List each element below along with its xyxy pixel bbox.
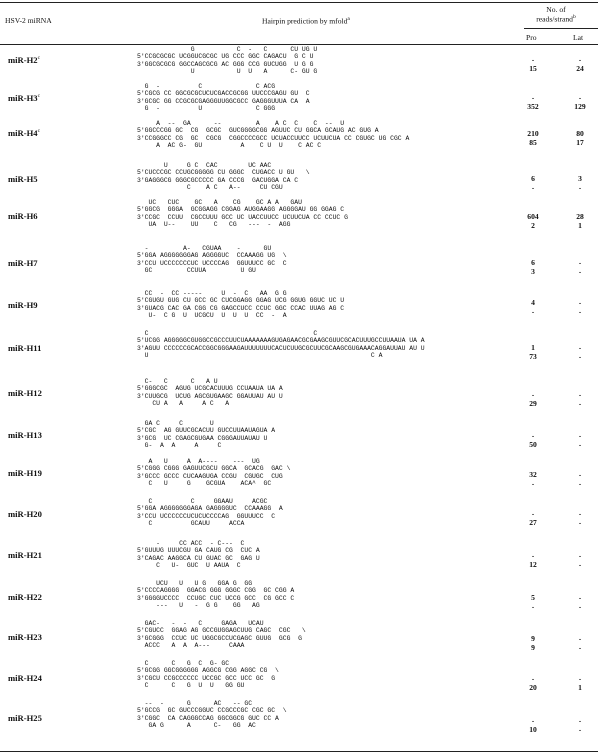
pro-reads	[518, 343, 548, 361]
lat-reads	[565, 55, 595, 73]
mirna-name	[8, 430, 42, 440]
mirna-name	[8, 673, 42, 683]
hairpin-structure	[137, 540, 260, 569]
pro-reads-value: 27	[529, 518, 537, 527]
mirna-name	[8, 713, 42, 723]
pro-reads	[518, 390, 548, 408]
pro-reads-value: 10	[529, 725, 537, 734]
pro-reads	[518, 258, 548, 276]
pro-reads-value: 29	[529, 399, 537, 408]
hairpin-line: 5'CGGG CGGG GAGUUCGCU GGCA GCACG GAC \	[137, 465, 291, 473]
header-reads-sup: b	[572, 14, 576, 21]
top-rule	[0, 2, 598, 3]
hairpin-line: U U U A C- GU G	[137, 67, 318, 75]
hairpin-line: A AC G- GU A C U U C AC C	[137, 141, 322, 149]
lat-reads-value: -	[578, 560, 582, 569]
hairpin-structure	[137, 46, 317, 75]
hairpin-line: 3'CCU UCCCCCCCUC UCCCCAG GGUUUCC GC C	[137, 259, 287, 267]
header-lat-label: Lat	[573, 33, 584, 42]
pro-reads-value: 6	[531, 258, 535, 267]
lat-reads	[565, 174, 595, 192]
hairpin-line: UC CUC GC A CG GC A A GAU	[137, 199, 302, 206]
hairpin-line: ACCC A A A--- CAAA	[137, 641, 245, 649]
lat-reads-value: 3	[578, 174, 582, 183]
mirna-name	[8, 343, 41, 353]
hairpin-structure	[137, 378, 283, 407]
pro-reads-value: 73	[529, 352, 537, 361]
hairpin-line: A -- GA -- A A C C C -- U	[137, 120, 345, 127]
lat-reads	[565, 470, 595, 488]
header-mirna-label: HSV-2 miRNA	[5, 16, 52, 25]
pro-reads-value: -	[531, 93, 535, 102]
pro-reads	[518, 298, 548, 316]
lat-reads-value: -	[578, 479, 582, 488]
hairpin-line: 3'GCGGG CCUC UC UGGCGCCUCGAGC GUUG GCG G	[137, 634, 302, 642]
lat-reads-value: -	[578, 93, 582, 102]
hairpin-line: C GCAUU ACCA	[137, 519, 245, 527]
hairpin-line: 3'GGCGCGCG GGCCAGCGCG AC GGG CCG GUCUGG U G G	[137, 60, 314, 68]
hairpin-line: U- C G U UCGCU U U U CC - A	[137, 311, 287, 319]
lat-reads	[565, 129, 595, 147]
pro-reads	[518, 593, 548, 611]
lat-reads-value: 129	[574, 102, 586, 111]
pro-reads-value: -	[531, 716, 535, 725]
hairpin-line: 5'CGUCC GGAG AG GCCGUGGAGCUUG CAGC CGC \	[137, 627, 306, 635]
header-hairpin-sup: a	[347, 16, 350, 22]
lat-reads	[565, 431, 595, 449]
lat-reads-value: -	[578, 518, 582, 527]
pro-reads	[518, 674, 548, 692]
pro-reads-value: 6	[531, 174, 535, 183]
mirna-name-text: miR-H23	[8, 632, 42, 642]
mirna-name	[8, 174, 38, 184]
mirna-name-text: miR-H13	[8, 430, 42, 440]
hairpin-structure	[137, 120, 409, 149]
header-sub-rule	[524, 28, 598, 29]
mirna-name-text: miR-H6	[8, 211, 38, 221]
lat-reads-value: -	[578, 643, 582, 652]
pro-reads-value: -	[531, 509, 535, 518]
lat-reads-value: 1	[578, 683, 582, 692]
lat-reads	[565, 93, 595, 111]
hairpin-structure	[137, 620, 306, 649]
pro-reads-value: 604	[527, 212, 539, 221]
hairpin-line: C- C C A U	[137, 378, 218, 385]
hairpin-line: 3'CUUGCG UCUG AGCGUGAAGC GGAUUAU AU U	[137, 392, 283, 400]
hairpin-line: -- - G AC -- GC	[137, 700, 253, 707]
mirna-name-text: miR-H12	[8, 388, 42, 398]
hairpin-line: 3'CGCU CCGCCCCCC UCCGC GCC UCC GC G	[137, 674, 276, 682]
lat-reads-value: -	[578, 183, 582, 192]
mirna-name	[8, 258, 38, 268]
mirna-name	[8, 128, 40, 138]
hairpin-line: 5'CCCCAGGGG GGACG GGG GGGC CGG GC CGG A	[137, 587, 295, 595]
hairpin-line: C C G U U GG GU	[137, 681, 245, 689]
hairpin-structure	[137, 162, 310, 191]
pro-reads-value: 352	[527, 102, 539, 111]
mirna-name-text: miR-H7	[8, 258, 38, 268]
hairpin-structure	[137, 660, 279, 689]
lat-reads-value: -	[578, 431, 582, 440]
pro-reads	[518, 634, 548, 652]
pro-reads-value: 9	[531, 643, 535, 652]
pro-reads-value: 20	[529, 683, 537, 692]
hairpin-line: C A C A-- CU CGU	[137, 183, 283, 191]
lat-reads-value: -	[578, 307, 582, 316]
mirna-name	[8, 93, 40, 103]
lat-reads-value: 17	[576, 138, 584, 147]
header-reads	[520, 5, 592, 25]
hairpin-line: 5'CGCG CC GGCGCGCUCUCGACCGCGG UUCCCGAGU GU C	[137, 90, 310, 98]
header-hairpin	[262, 16, 350, 26]
hairpin-structure	[137, 290, 344, 319]
lat-reads-value: 80	[576, 129, 584, 138]
pro-reads-value: 1	[531, 343, 535, 352]
mirna-name	[8, 509, 42, 519]
hairpin-structure	[137, 498, 283, 527]
hairpin-line: 5'CCGCGCGC UCGGUCGCGC UG CCC GGC CAGACU G C U	[137, 53, 314, 61]
lat-reads-value: -	[578, 593, 582, 602]
mirna-name-sup: c	[37, 93, 41, 100]
hairpin-line: 5'CGUGU GUG CU GCC GC CUCGGAGG GGAG UCG GGUG GGUC UC U	[137, 297, 345, 305]
hairpin-structure	[137, 700, 287, 729]
lat-reads-value: -	[578, 440, 582, 449]
hairpin-line: A U A A---- --- UG	[137, 458, 260, 465]
pro-reads-value: -	[531, 479, 535, 488]
hairpin-line: 3'GCCC GCCC CUCAAGUGA CCGU CGUGC CUG	[137, 472, 283, 480]
pro-reads-value: 3	[531, 267, 535, 276]
pro-reads-value: 2	[531, 221, 535, 230]
hairpin-line: 3'GGGGUCCCC CCUGC CUC UCCG GCC CG GCC C	[137, 594, 295, 602]
hairpin-line: U G C CAC UC AAC	[137, 162, 272, 169]
mirna-name	[8, 592, 42, 602]
mirna-name-text: miR-H9	[8, 300, 38, 310]
lat-reads-value: -	[578, 674, 582, 683]
pro-reads-value: 9	[531, 634, 535, 643]
pro-reads-value: 210	[527, 129, 539, 138]
hairpin-line: 5'GCCG GC GUCCCGGUC CCGCCCGC CGC GC \	[137, 707, 287, 715]
hairpin-line: G- A A A C	[137, 441, 222, 449]
bottom-rule	[0, 751, 598, 752]
hairpin-line: 3'GCG UC CGAGCGUGAA CGGGAUUAUAU U	[137, 434, 268, 442]
pro-reads	[518, 93, 548, 111]
pro-reads-value: 32	[529, 470, 537, 479]
lat-reads-value: -	[578, 352, 582, 361]
lat-reads	[565, 551, 595, 569]
lat-reads-value: -	[578, 343, 582, 352]
lat-reads-value: -	[578, 267, 582, 276]
pro-reads-value: 5	[531, 593, 535, 602]
pro-reads	[518, 212, 548, 230]
pro-reads-value: 50	[529, 440, 537, 449]
lat-reads-value: -	[578, 551, 582, 560]
hairpin-line: 5'GGA AGGGGGGGAG AGGGGUC CCAAAGG UG \	[137, 252, 287, 260]
mirna-name-text: miR-H22	[8, 592, 42, 602]
header-reads-line1: No. of	[546, 5, 566, 14]
pro-reads	[518, 129, 548, 147]
hairpin-line: --- U - G G GG AG	[137, 601, 260, 609]
hairpin-line: 3'GAGGGCG GGGCGCCCCC GA CCCG GACUGGA CA C	[137, 176, 299, 184]
lat-reads-value: -	[578, 470, 582, 479]
hairpin-structure	[137, 458, 290, 487]
hairpin-line: C C G C G- GC	[137, 660, 230, 667]
hairpin-line: GA G A C- GG AC	[137, 721, 256, 729]
pro-reads-value: -	[531, 55, 535, 64]
pro-reads-value: 4	[531, 298, 535, 307]
hairpin-structure	[137, 580, 294, 609]
hairpin-line: GC CCUUA U GU	[137, 266, 256, 274]
lat-reads-value: -	[578, 716, 582, 725]
lat-reads	[565, 298, 595, 316]
hairpin-structure	[137, 420, 275, 449]
hairpin-line: - A- CGUAA - GU	[137, 245, 272, 252]
mirna-name-text: miR-H20	[8, 509, 42, 519]
pro-reads-value: 85	[529, 138, 537, 147]
mirna-name-text: miR-H11	[8, 343, 42, 353]
lat-reads	[565, 509, 595, 527]
hairpin-line: 5'UCGG AGGGGGCGUGGCCGCCCUUCUAAAAAAAGUGAGAACGCGAAGCGUUCGCACUUUGCCUUAAUA UA A	[137, 337, 425, 345]
hairpin-line: UA U-- UU C CG --- - AGG	[137, 220, 291, 228]
lat-reads	[565, 716, 595, 734]
hairpin-line: G - U C GGG	[137, 104, 276, 112]
hairpin-line: 3'AGUU CCCCCCGCACCGGCGGGAAGAUUUUUUUCACUCUUGCGCUUCGCAAGCGUGAAACAGGAUUAU AU U	[137, 344, 425, 352]
lat-reads-value: -	[578, 390, 582, 399]
lat-reads-value: -	[578, 725, 582, 734]
pro-reads-value: 15	[529, 64, 537, 73]
hairpin-line: 5'GGCCCGG GC CG GCGC GUCGGGGCGG AGUUC CU GGCA GCAUG AC GUG A	[137, 127, 379, 135]
pro-reads-value: -	[531, 431, 535, 440]
mirna-name-text: miR-H19	[8, 468, 42, 478]
hairpin-line: CC - CC ----- U - C AA G G	[137, 290, 287, 297]
mirna-name-text: miR-H3	[8, 93, 38, 103]
lat-reads	[565, 390, 595, 408]
mirna-name-text: miR-H4	[8, 128, 38, 138]
header-reads-line2: reads/strand	[536, 15, 573, 25]
hairpin-line: C C GGAAU ACGC	[137, 498, 268, 505]
hairpin-line: - CC ACC - C--- C	[137, 540, 245, 547]
lat-reads-value: -	[578, 509, 582, 518]
mirna-name-text: miR-H21	[8, 550, 42, 560]
lat-reads-value: 28	[576, 212, 584, 221]
mirna-name-text: miR-H5	[8, 174, 38, 184]
header-reads-line2-wrap	[520, 14, 592, 24]
pro-reads-value: -	[531, 602, 535, 611]
lat-reads	[565, 212, 595, 230]
header-rule	[0, 44, 598, 45]
mirna-name	[8, 550, 42, 560]
hairpin-line: CU A A A C A	[137, 399, 230, 407]
lat-reads-value: -	[578, 258, 582, 267]
hairpin-line: 3'CAGAC AAGGCA CU GUAC GC GAG U	[137, 554, 260, 562]
hairpin-structure	[137, 245, 287, 274]
lat-reads-value: -	[578, 634, 582, 643]
pro-reads	[518, 716, 548, 734]
pro-reads	[518, 174, 548, 192]
lat-reads-value: -	[578, 55, 582, 64]
hairpin-line: 5'CUCCCGC CCUGCGGGGG CU GGGC CUGACC U GU \	[137, 169, 310, 177]
header-mirna	[5, 16, 52, 25]
hairpin-line: G - C C ACG	[137, 83, 276, 90]
lat-reads	[565, 593, 595, 611]
hairpin-line: 3'CCGC CCUU CGCCUUU GCC UC UACCUUCC UCUUCUA CC CCUC G	[137, 213, 348, 221]
mirna-name-sup: c	[37, 55, 41, 62]
header-lat	[573, 33, 583, 42]
hairpin-line: GAC- - - C GAGA UCAU	[137, 620, 264, 627]
pro-reads	[518, 551, 548, 569]
hairpin-line: 3'GCGC GG CCGCGCGAGGGUUGGCGCC GAGGGUUUA CA A	[137, 97, 310, 105]
header-pro	[526, 33, 537, 42]
pro-reads	[518, 431, 548, 449]
hairpin-line: UCU U U G GGA G GG	[137, 580, 253, 587]
lat-reads-value: -	[578, 399, 582, 408]
mirna-name-sup: c	[37, 128, 41, 135]
hairpin-line: 5'GGCG GGGA GCGGAGG CGGAG AUGGAAGG AGGGGAU GG GGAG C	[137, 206, 345, 214]
pro-reads-value: -	[531, 390, 535, 399]
hairpin-line: G C - C CU UG U	[137, 46, 318, 53]
pro-reads	[518, 55, 548, 73]
pro-reads-value: 12	[529, 560, 537, 569]
mirna-name	[8, 55, 40, 65]
hairpin-line: U C A	[137, 351, 383, 359]
hairpin-line: 5'GGA AGGGGGGGAGA GAGGGGUC CCAAAGG A	[137, 505, 283, 513]
hairpin-line: 3'CCGGGCC CG GC CGCG CGGCCCCGCC UCUACCUUCC UCUUCUA CC CGUGC UG CGC A	[137, 134, 410, 142]
mirna-name-text: miR-H24	[8, 673, 42, 683]
hairpin-line: 3'GUACG CAC GA CGG CG GAGCCUCC CCUC GGC CCAC UUAG AG C	[137, 304, 345, 312]
hairpin-line: 5'GCGG GGCGGGGGG AGGCG CGG AGGC CG \	[137, 667, 279, 675]
hairpin-line: C C	[137, 330, 318, 337]
mirna-name	[8, 468, 42, 478]
lat-reads-value: 1	[578, 221, 582, 230]
hairpin-line: C U- GUC U AAUA C	[137, 561, 241, 569]
mirna-name	[8, 632, 42, 642]
pro-reads	[518, 509, 548, 527]
pro-reads-value: -	[531, 307, 535, 316]
mirna-name	[8, 388, 42, 398]
hairpin-structure	[137, 199, 348, 228]
hairpin-line: 5'CGC AG GUUCGCACUU GUCCUUAAUAGUA A	[137, 427, 276, 435]
header-pro-label: Pro	[526, 33, 537, 42]
header-hairpin-label: Hairpin prediction by mfold	[262, 16, 348, 26]
pro-reads	[518, 470, 548, 488]
mirna-name	[8, 300, 38, 310]
pro-reads-value: -	[531, 183, 535, 192]
lat-reads-value: -	[578, 298, 582, 307]
hairpin-line: C U G GCGUA ACA^ GC	[137, 479, 272, 487]
mirna-name	[8, 211, 38, 221]
hairpin-line: 5'GUUUG UUUCGU GA CAUG CG CUC A	[137, 547, 260, 555]
lat-reads	[565, 634, 595, 652]
hairpin-line: 3'CGGC CA CAGGGCCAG GGCGGCG GUC CC A	[137, 714, 279, 722]
pro-reads-value: -	[531, 551, 535, 560]
hairpin-line: 3'CCU UCCCCCCUCUCUCCCCAG GGUUUCC C	[137, 512, 276, 520]
mirna-name-text: miR-H25	[8, 713, 42, 723]
hairpin-structure	[137, 330, 425, 359]
hairpin-line: GA C C U	[137, 420, 214, 427]
lat-reads	[565, 258, 595, 276]
mirna-name-text: miR-H2	[8, 55, 38, 65]
pro-reads-value: -	[531, 674, 535, 683]
lat-reads	[565, 674, 595, 692]
hairpin-line: 5'GGGCGC AGUG UCGCACUUUG CCUAAUA UA A	[137, 385, 283, 393]
hairpin-structure	[137, 83, 310, 112]
lat-reads	[565, 343, 595, 361]
lat-reads-value: -	[578, 602, 582, 611]
lat-reads-value: 24	[576, 64, 584, 73]
